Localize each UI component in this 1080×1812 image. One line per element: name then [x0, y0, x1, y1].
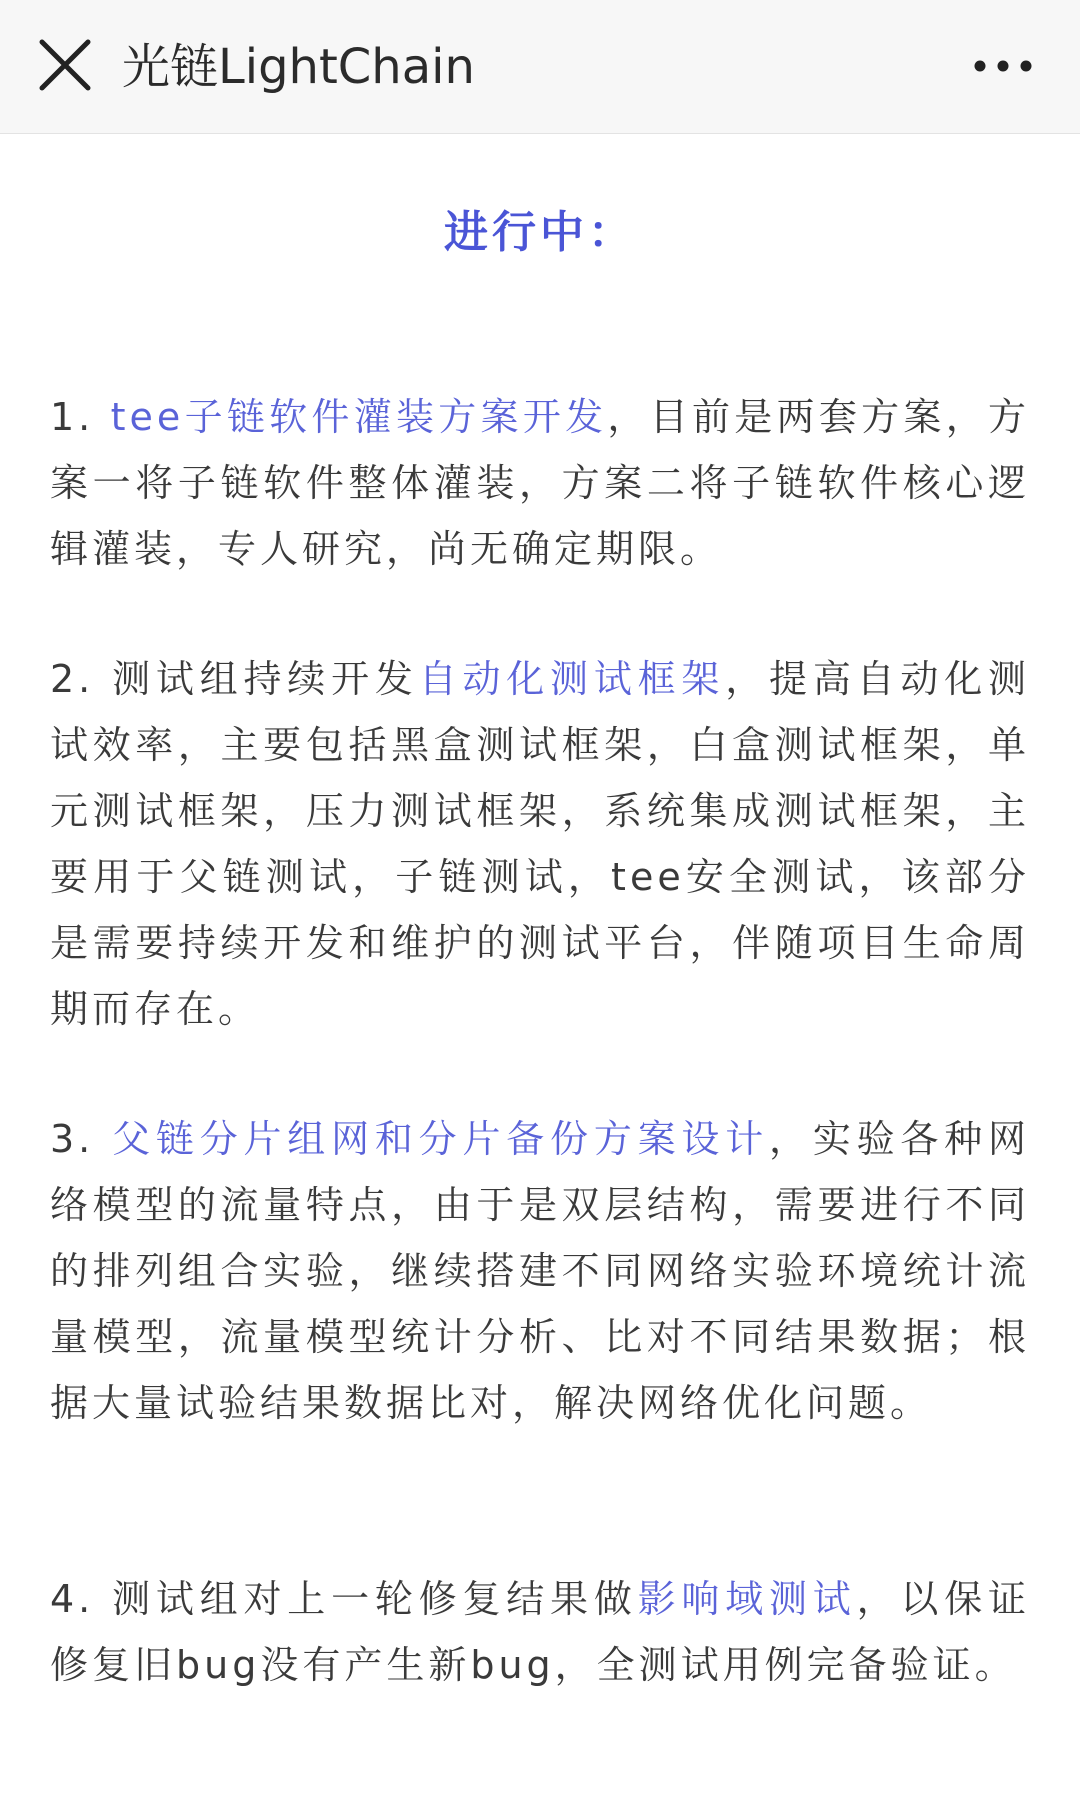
article-paragraph-2 — [50, 646, 1030, 1042]
highlight-link[interactable]: 自动化测试框架 — [418, 657, 726, 701]
item-number: 4. — [50, 1577, 113, 1621]
highlight-link[interactable]: tee子链软件灌装方案开发 — [110, 395, 608, 439]
paragraph-text: ，目前是两套方案，方案一将子链软件整体灌装，方案二将子链软件核心逻辑灌装，专人研究，尚无确定期限。 — [50, 395, 1030, 571]
paragraph-text-lead: 测试组对上一轮修复结果做 — [112, 1577, 638, 1621]
more-options-button[interactable] — [968, 36, 1038, 96]
item-number: 2. — [50, 657, 113, 701]
more-dots-icon — [968, 36, 1038, 96]
highlight-link[interactable]: 父链分片组网和分片备份方案设计 — [112, 1117, 770, 1161]
item-number: 3. — [50, 1117, 113, 1161]
page-title: 光链LightChain — [122, 39, 475, 95]
paragraph-text: ，提高自动化测试效率，主要包括黑盒测试框架，白盒测试框架，单元测试框架，压力测试框架，系统集成测试框架，主要用于父链测试，子链测试，tee安全测试，该部分是需要持续开发和维护的测试平台，伴随项目生命周期而存在。 — [50, 657, 1030, 1031]
item-number: 1. — [50, 395, 111, 439]
top-navigation-bar — [0, 0, 1080, 134]
section-heading: 进行中： — [444, 207, 636, 258]
article-paragraph-4 — [50, 1566, 1030, 1698]
paragraph-text: ，以保证修复旧bug没有产生新bug，全测试用例完备验证。 — [50, 1577, 1030, 1687]
article-paragraph-1 — [50, 384, 1030, 582]
article-paragraph-3 — [50, 1106, 1030, 1436]
close-icon — [30, 30, 100, 100]
highlight-link[interactable]: 影响域测试 — [637, 1577, 857, 1621]
paragraph-text-lead: 测试组持续开发 — [112, 657, 419, 701]
paragraph-text: ，实验各种网络模型的流量特点，由于是双层结构，需要进行不同的排列组合实验，继续搭建不同网络实验环境统计流量模型，流量模型统计分析、比对不同结果数据；根据大量试验结果数据比对，解决网络优化问题。 — [50, 1117, 1030, 1425]
close-button[interactable] — [30, 30, 100, 100]
